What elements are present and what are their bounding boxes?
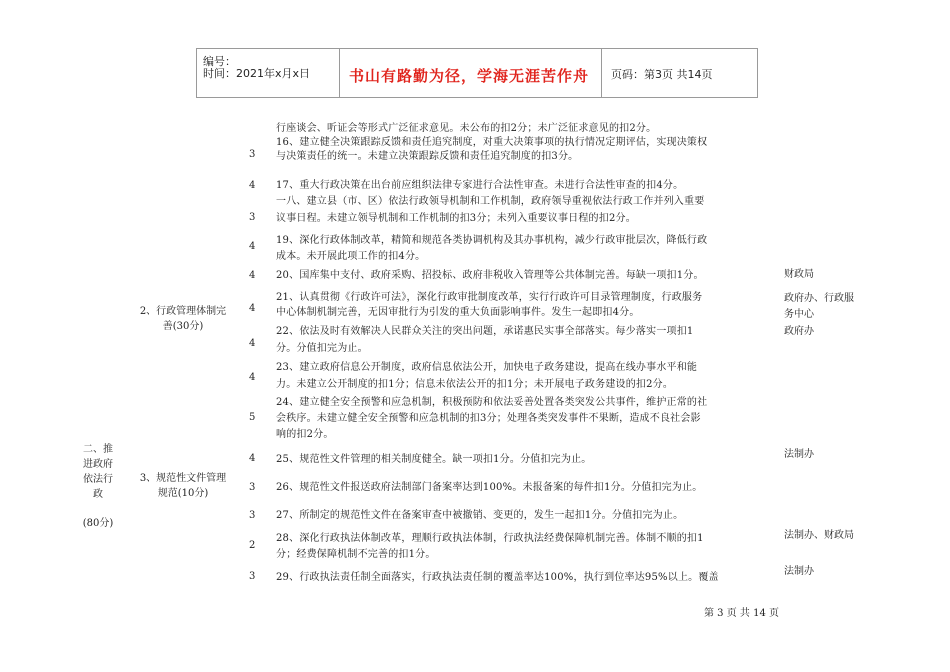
row-line: 17、重大行政决策在出台前应组织法律专家进行合法性审查。未进行合法性审查的扣4分。 <box>276 180 684 191</box>
row-line: 26、规范性文件报送政府法制部门备案率达到100%。未报备案的每件扣1分。分值扣完为止。 <box>276 482 703 493</box>
responsible-admin-service-cont: 务中心 <box>784 309 814 320</box>
row-score: 2 <box>249 540 256 551</box>
category-line: 进政府 <box>83 459 113 470</box>
category-line: 政 <box>93 489 103 500</box>
row-line: 分；经费保障机制不完善的扣1分。 <box>276 549 436 560</box>
row-line: 16、建立健全决策跟踪反馈和责任追究制度，对重大决策事项的执行情况定期评估，实现决策权 <box>276 137 708 148</box>
responsible-admin-service: 政府办、行政服 <box>784 293 854 304</box>
row-line: 21、认真贯彻《行政许可法》，深化行政审批制度改革，实行行政许可目录管理制度，行政服务 <box>276 292 703 303</box>
header-meta <box>197 49 340 97</box>
responsible-legal-2: 法制办 <box>784 566 814 577</box>
responsible-finance: 财政局 <box>784 269 814 280</box>
row-score: 4 <box>249 270 256 281</box>
responsible-legal: 法制办 <box>784 449 814 460</box>
row-line: 与决策责任的统一。未建立决策跟踪反馈和责任追究制度的扣3分。 <box>276 151 579 162</box>
row-line: 25、规范性文件管理的相关制度健全。缺一项扣1分。分值扣完为止。 <box>276 454 592 465</box>
row-line: 27、所制定的规范性文件在备案审查中被撤销、变更的，发生一起扣1分。分值扣完为止。 <box>276 510 684 521</box>
group-line: 3、规范性文件管理 <box>139 473 227 484</box>
row-score: 3 <box>249 482 256 493</box>
row-line: 中心体制机制完善，无因审批行为引发的重大负面影响事件。发生一起即扣4分。 <box>276 307 640 318</box>
row-line: 力。未建立公开制度的扣1分；信息未依法公开的扣1分；未开展电子政务建设的扣2分。 <box>276 379 674 390</box>
row-line: 20、国库集中支付、政府采购、招投标、政府非税收入管理等公共体制完善。每缺一项扣1分。 <box>276 270 704 281</box>
category-line: 二、推 <box>83 444 113 455</box>
row-score: 4 <box>249 453 256 464</box>
row-score: 5 <box>249 412 256 423</box>
row-line: 29、行政执法责任制全面落实，行政执法责任制的覆盖率达100%，执行到位率达95%以上。覆盖 <box>276 572 719 583</box>
row-line: 19、深化行政体制改革，精简和规范各类协调机构及其办事机构，减少行政审批层次，降低行政 <box>276 235 708 246</box>
row-line: 成本。未开展此项工作的扣4分。 <box>276 251 426 262</box>
intro-line: 行座谈会、听证会等形式广泛征求意见。未公布的扣2分；未广泛征求意见的扣2分。 <box>276 123 657 134</box>
row-line: 分。分值扣完为止。 <box>276 343 368 354</box>
page-footer: 第 3 页 共 14 页 <box>704 608 779 619</box>
row-line: 响的扣2分。 <box>276 429 334 440</box>
row-score: 4 <box>249 241 256 252</box>
group-admin-system <box>128 304 238 334</box>
category-label <box>78 442 118 531</box>
group-line: 2、行政管理体制完 <box>139 306 227 317</box>
row-score: 4 <box>249 180 256 191</box>
row-score: 3 <box>249 212 256 223</box>
page-header <box>196 48 758 98</box>
group-line: 规范(10分) <box>157 488 209 499</box>
row-line: 一八、建立县（市、区）依法行政领导机制和工作机制，政府领导重视依法行政工作并列入重要 <box>276 196 705 207</box>
row-score: 4 <box>249 338 256 349</box>
motto: 书山有路勤为径，学海无涯苦作舟 <box>349 67 590 85</box>
group-line: 善(30分) <box>162 321 204 332</box>
row-line: 28、深化行政执法体制改革，理顺行政执法体制，行政执法经费保障机制完善。体制不顺的扣1 <box>276 533 704 544</box>
header-divider <box>601 49 602 97</box>
category-line: (80分) <box>82 518 114 529</box>
row-line: 议事日程。未建立领导机制和工作机制的扣3分；未列入重要议事日程的扣2分。 <box>276 213 636 224</box>
date-label: 时间：2021年x月x日 <box>203 67 311 80</box>
row-line: 24、建立健全安全预警和应急机制，积极预防和依法妥善处置各类突发公共事件，维护正常的社 <box>276 397 708 408</box>
responsible-gov-office: 政府办 <box>784 326 814 337</box>
row-score: 3 <box>249 571 256 582</box>
header-page-info: 页码：第3页 共14页 <box>611 68 713 81</box>
row-score: 4 <box>249 372 256 383</box>
row-line: 22、依法及时有效解决人民群众关注的突出问题，承诺惠民实事全部落实。每少落实一项扣1 <box>276 326 694 337</box>
row-line: 会秩序。未建立健全安全预警和应急机制的扣3分；处理各类突发事件不果断，造成不良社会影 <box>276 413 701 424</box>
number-label: 编号： <box>203 55 236 68</box>
row-score: 3 <box>249 510 256 521</box>
row-score: 4 <box>249 303 256 314</box>
group-normative-docs <box>128 471 238 501</box>
responsible-legal-finance: 法制办、财政局 <box>784 530 854 541</box>
row-score: 3 <box>249 149 256 160</box>
category-line: 依法行 <box>83 474 113 485</box>
row-line: 23、建立政府信息公开制度，政府信息依法公开，加快电子政务建设，提高在线办事水平和能 <box>276 362 698 373</box>
